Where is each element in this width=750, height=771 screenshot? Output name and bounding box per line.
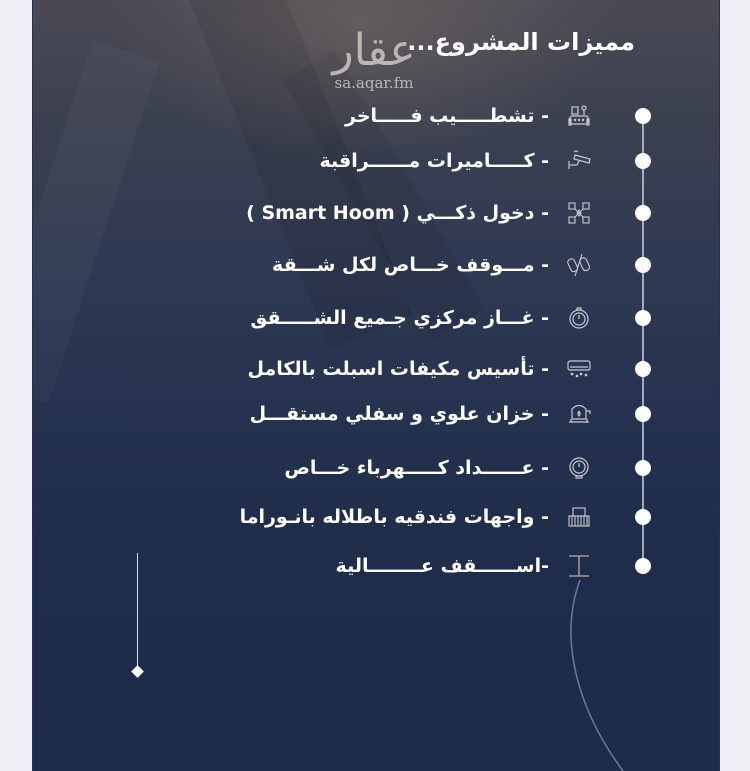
feature-item: [33, 101, 719, 131]
feature-item: [33, 354, 719, 384]
timeline-dot: [635, 509, 651, 525]
luxury-finishing-icon: [566, 103, 592, 129]
timeline-dot: [635, 108, 651, 124]
timeline-dot: [635, 310, 651, 326]
feature-label: - واجهات فندقيه باطلاله بانـوراما: [239, 506, 549, 528]
feature-item: [33, 399, 719, 429]
timeline-dot: [635, 205, 651, 221]
timeline-dot: [635, 460, 651, 476]
timeline-dot: [635, 558, 651, 574]
timeline-dot: [635, 406, 651, 422]
hotel-facade-icon: [566, 504, 592, 530]
feature-label: - خزان علوي و سفلي مستقـــل: [249, 403, 549, 425]
feature-label: - تأسيس مكيفات اسبلت بالكامل: [247, 358, 549, 380]
feature-item: [33, 551, 719, 581]
feature-item: [33, 146, 719, 176]
smart-entry-icon: [566, 200, 592, 226]
watermark-logo: عقار: [332, 25, 416, 76]
feature-label: - مـــوقف خـــاص لكل شـــقة: [272, 254, 549, 276]
feature-item: [33, 198, 719, 228]
page-title: مميزات المشروع...: [407, 28, 635, 56]
feature-item: [33, 453, 719, 483]
feature-item: [33, 250, 719, 280]
timeline-line: [642, 116, 644, 566]
feature-poster: [32, 0, 720, 771]
diamond-icon: [131, 665, 144, 678]
security-camera-icon: [566, 148, 592, 174]
feature-item: [33, 502, 719, 532]
feature-label: - دخول ذكـــي ( Smart Hoom ): [246, 202, 549, 224]
feature-label: - عــــــداد كـــــهرباء خـــاص: [284, 457, 549, 479]
split-ac-icon: [566, 356, 592, 382]
timeline-dot: [635, 361, 651, 377]
feature-label: - كـــــاميرات مــــــراقبة: [319, 150, 549, 172]
electricity-meter-icon: [566, 455, 592, 481]
feature-label: - تشطـــــيب فـــــاخر: [345, 105, 549, 127]
feature-item: [33, 303, 719, 333]
timeline-dot: [635, 153, 651, 169]
feature-label: -اســــــقف عــــــــالية: [335, 555, 549, 577]
water-tank-icon: [566, 401, 592, 427]
gas-meter-icon: [566, 305, 592, 331]
timeline-dot: [635, 257, 651, 273]
high-ceiling-icon: [566, 553, 592, 579]
feature-label: - غـــاز مركزي جـميع الشـــــقق: [250, 307, 549, 329]
parking-icon: [566, 252, 592, 278]
watermark-url: sa.aqar.fm: [334, 74, 414, 92]
